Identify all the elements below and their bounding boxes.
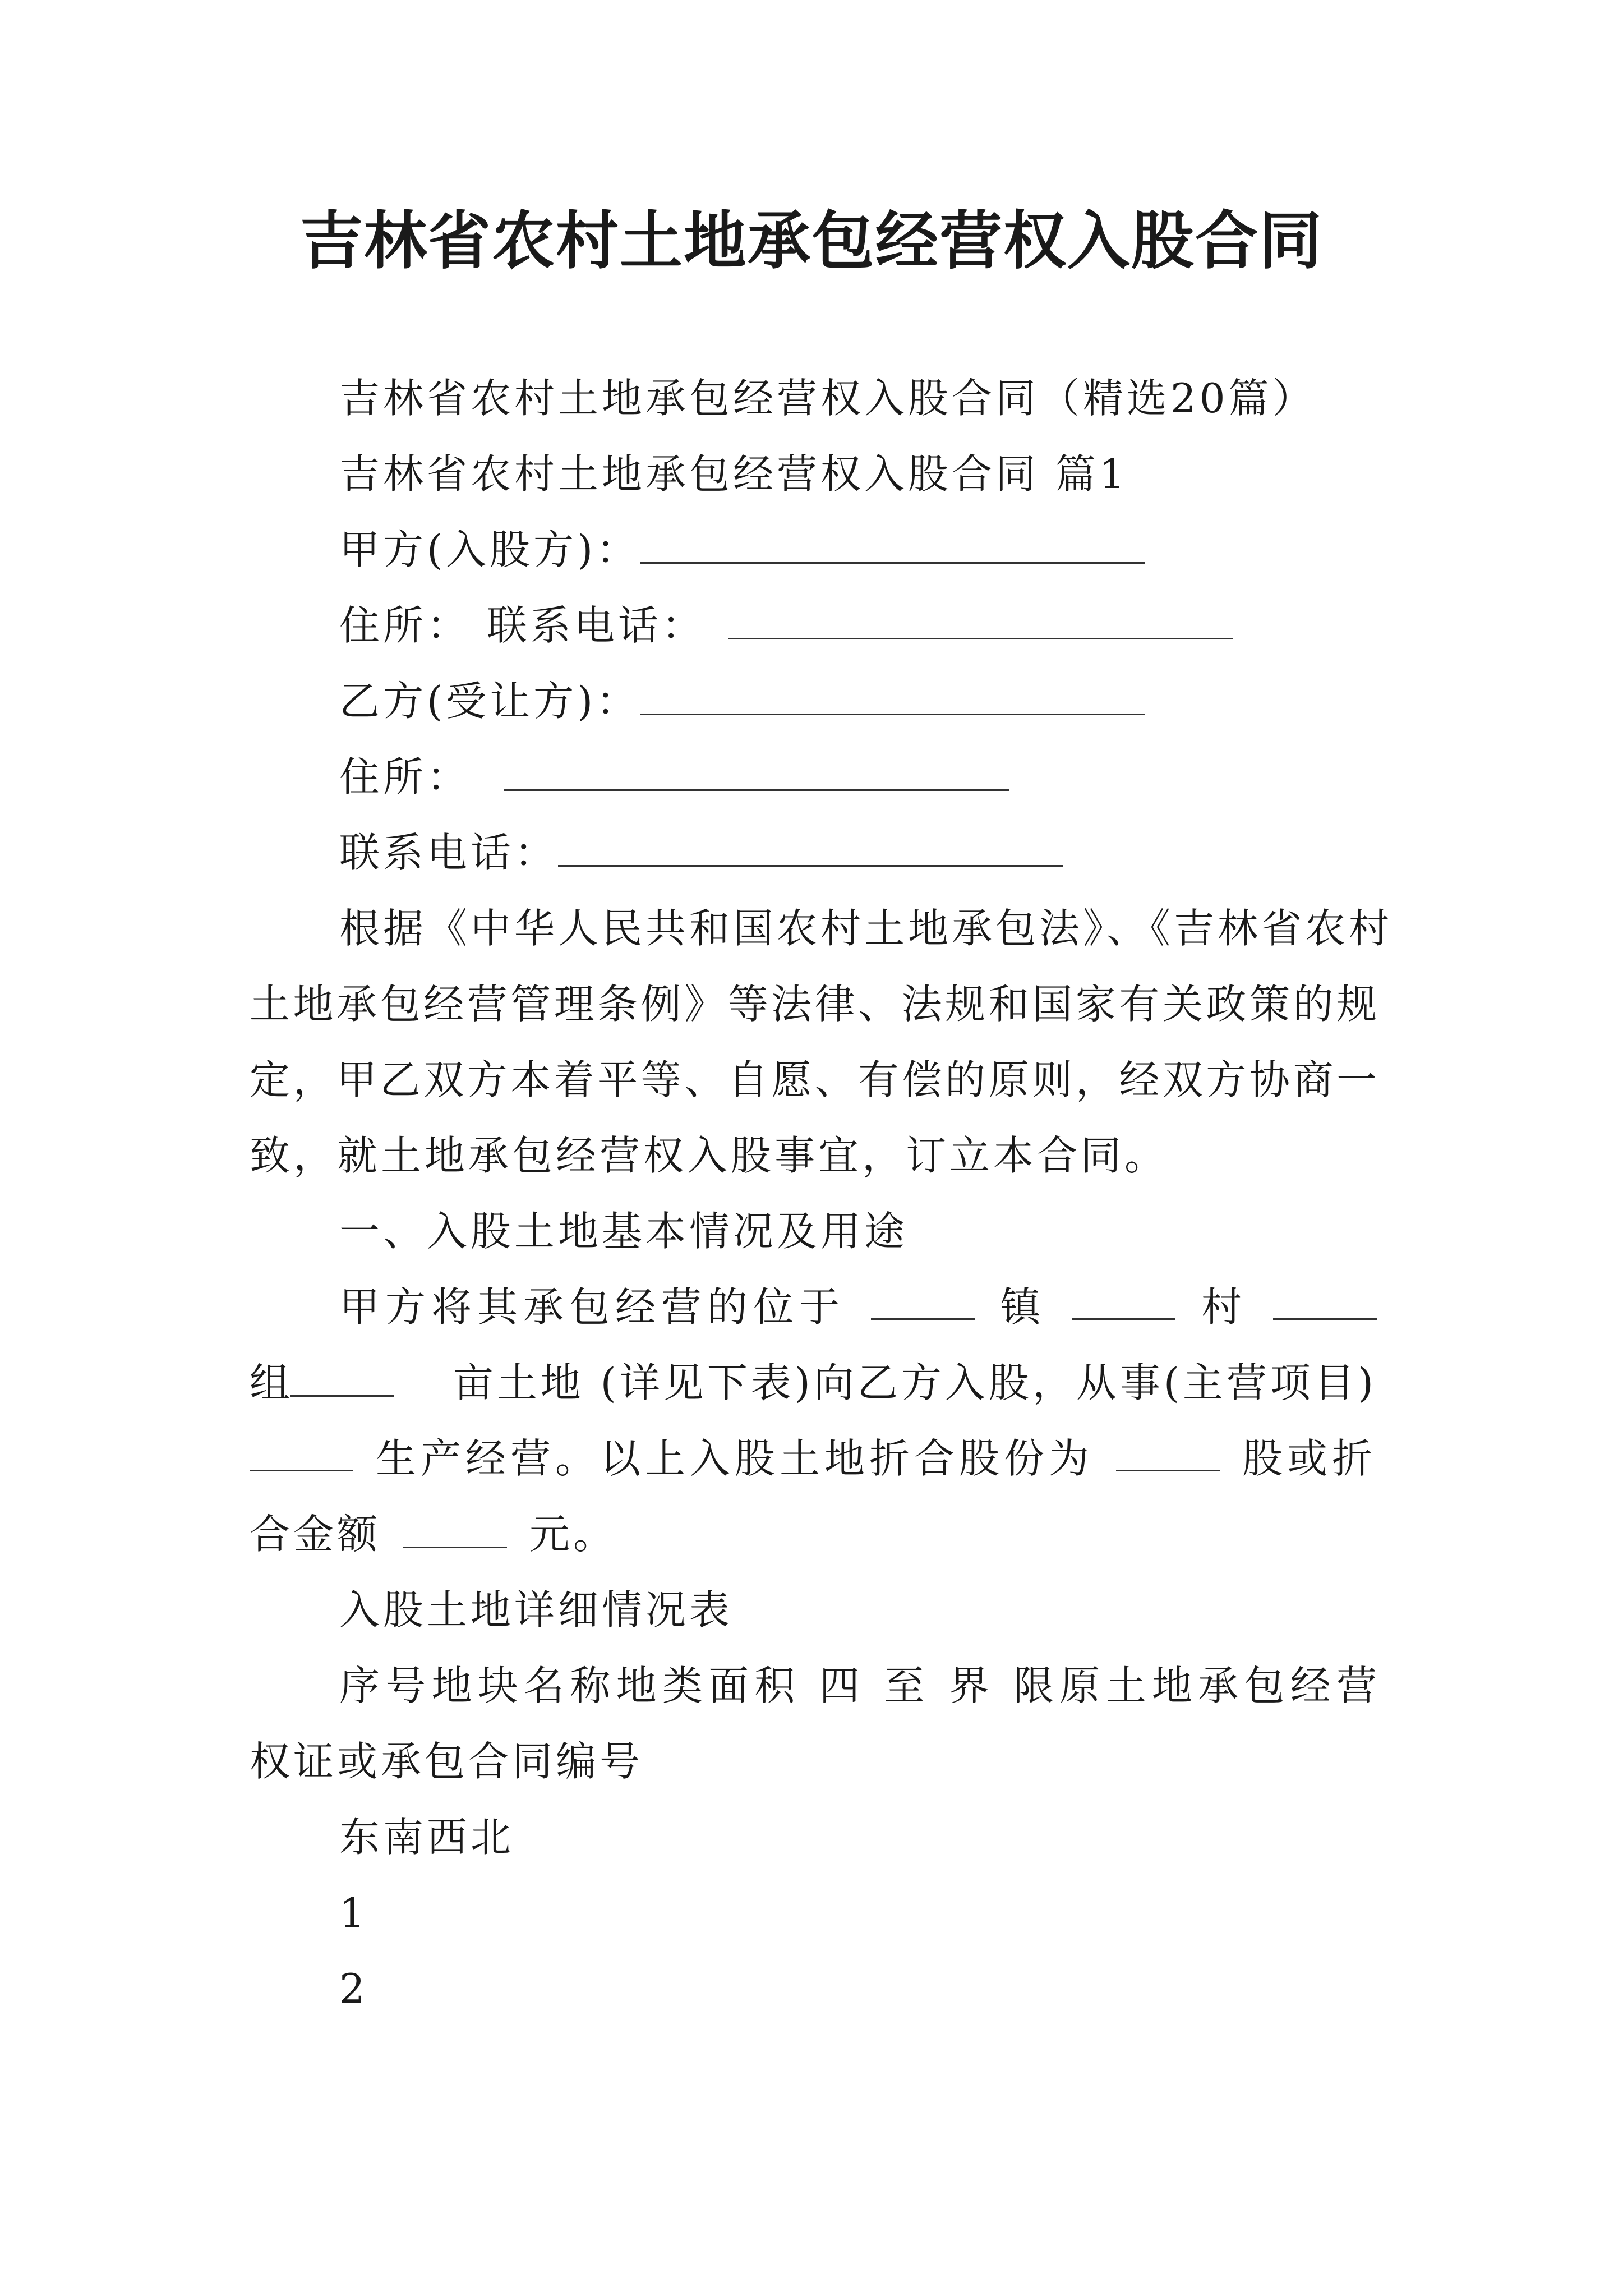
document-subtitle: 吉林省农村土地承包经营权入股合同（精选20篇） <box>339 375 1316 422</box>
address-phone-line <box>339 597 1233 654</box>
town-blank[interactable] <box>871 1279 975 1320</box>
phone-label: 联系电话： <box>339 829 559 876</box>
table-header-line-2: 权证或承包合同编号 <box>250 1738 644 1785</box>
para2-line-3 <box>250 1430 1377 1487</box>
para1-line-1: 根据《中华人民共和国农村土地承包法》、《吉林省农村 <box>339 905 1393 952</box>
amount-label: 合金额 <box>250 1511 381 1558</box>
table-header-line-1 <box>339 1658 1377 1714</box>
mu-blank[interactable] <box>290 1356 394 1397</box>
village-blank[interactable] <box>1072 1279 1175 1320</box>
para2-line-2 <box>250 1355 1377 1411</box>
heading-1: 一、入股土地基本情况及用途 <box>339 1208 909 1255</box>
project-blank[interactable] <box>250 1430 353 1471</box>
para2-text-4: 股或折 <box>1242 1435 1377 1482</box>
row-number-1: 1 <box>339 1889 368 1936</box>
table-header-text: 序号地块名称地类面积 四 至 界 限原土地承包经营 <box>339 1662 1377 1709</box>
para1-line-4: 致，就土地承包经营权入股事宜，订立本合同。 <box>250 1132 1169 1179</box>
directions-label: 东南西北 <box>339 1814 515 1861</box>
row-number-2: 2 <box>339 1965 368 2012</box>
group-label: 组 <box>250 1359 291 1406</box>
party-b-blank[interactable] <box>640 674 1145 715</box>
address-label: 住所： <box>339 753 471 800</box>
table-title: 入股土地详细情况表 <box>339 1586 734 1634</box>
party-a-line <box>339 522 1145 578</box>
para2-text-2: 亩土地 (详见下表)向乙方入股，从事(主营项目) <box>453 1359 1377 1406</box>
para1-line-3: 定，甲乙双方本着平等、自愿、有偿的原则，经双方协商一 <box>250 1056 1377 1103</box>
phone-blank-b[interactable] <box>558 826 1063 867</box>
party-b-line <box>339 673 1145 729</box>
para2-text-3: 生产经营。以上入股土地折合股份为 <box>375 1435 1094 1482</box>
para2-text: 甲方将其承包经营的位于 <box>339 1283 846 1331</box>
phone-blank-a[interactable] <box>728 599 1233 639</box>
village-label: 村 <box>1201 1283 1248 1331</box>
group-blank[interactable] <box>1273 1279 1377 1320</box>
amount-blank[interactable] <box>403 1507 507 1548</box>
address-blank[interactable] <box>504 750 1009 791</box>
shares-blank[interactable] <box>1116 1430 1220 1471</box>
para1-line-2: 土地承包经营管理条例》等法律、法规和国家有关政策的规 <box>250 981 1377 1028</box>
party-a-blank[interactable] <box>640 523 1145 564</box>
document-title: 吉林省农村土地承包经营权入股合同 <box>300 205 1323 278</box>
address-line <box>339 749 1009 805</box>
para2-line-4 <box>250 1506 1377 1562</box>
party-a-label: 甲方(入股方)： <box>339 526 640 573</box>
address-phone-label: 住所： 联系电话： <box>339 602 706 649</box>
section-title: 吉林省农村土地承包经营权入股合同 篇1 <box>339 450 1128 498</box>
town-label: 镇 <box>1000 1283 1046 1331</box>
yuan-label: 元。 <box>529 1511 617 1558</box>
party-b-label: 乙方(受让方)： <box>339 678 640 725</box>
phone-line <box>339 825 1063 881</box>
para2-line-1 <box>339 1279 1377 1335</box>
